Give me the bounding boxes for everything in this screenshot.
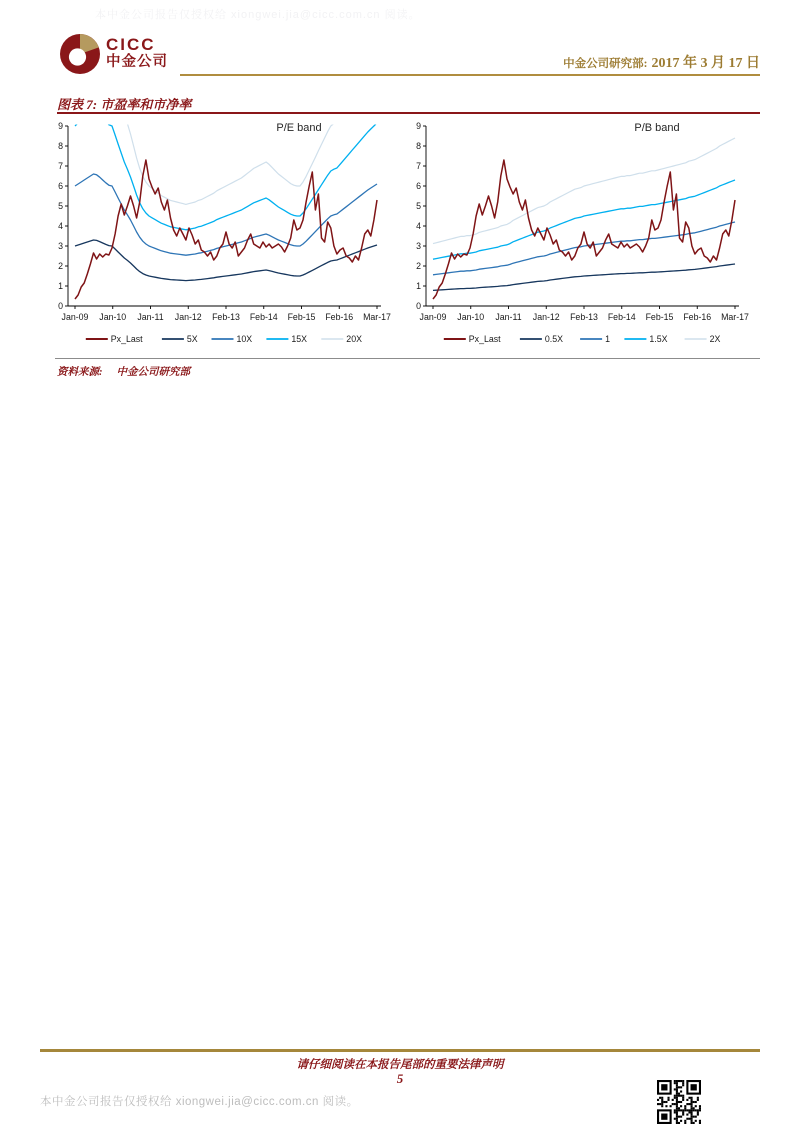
- pe-band-chart: [55, 117, 403, 353]
- svg-text:7: 7: [58, 161, 63, 171]
- svg-text:Jan-09: Jan-09: [419, 312, 447, 322]
- svg-text:Jan-09: Jan-09: [61, 312, 89, 322]
- source-label: 资料来源:: [57, 367, 103, 378]
- footer-divider: [40, 1049, 760, 1052]
- svg-text:P/B band: P/B band: [634, 122, 680, 134]
- svg-text:4: 4: [416, 221, 421, 231]
- svg-text:8: 8: [58, 141, 63, 151]
- pb-band-chart: [413, 117, 761, 353]
- svg-text:Jan-12: Jan-12: [174, 312, 202, 322]
- svg-text:Jan-11: Jan-11: [137, 312, 164, 322]
- svg-text:2: 2: [58, 261, 63, 271]
- svg-text:0: 0: [58, 301, 63, 311]
- svg-text:3: 3: [58, 241, 63, 251]
- source-value: 中金公司研究部: [116, 367, 190, 378]
- svg-text:1: 1: [605, 334, 611, 344]
- svg-text:4: 4: [58, 221, 63, 231]
- legal-disclaimer: 请仔细阅读在本报告尾部的重要法律声明: [296, 1059, 504, 1071]
- svg-text:7: 7: [416, 161, 421, 171]
- svg-text:Feb-14: Feb-14: [607, 312, 636, 322]
- svg-text:0.5X: 0.5X: [544, 334, 564, 344]
- svg-text:Jan-11: Jan-11: [495, 312, 522, 322]
- logo-text-cn: 中金公司: [106, 54, 168, 70]
- svg-text:Feb-15: Feb-15: [645, 312, 674, 322]
- svg-text:2X: 2X: [709, 334, 721, 344]
- svg-text:15X: 15X: [291, 334, 308, 344]
- svg-text:1: 1: [416, 281, 421, 291]
- svg-text:Px_Last: Px_Last: [468, 334, 501, 344]
- svg-text:Mar-17: Mar-17: [363, 312, 391, 322]
- svg-text:9: 9: [416, 121, 421, 131]
- svg-text:Feb-13: Feb-13: [212, 312, 240, 322]
- svg-text:3: 3: [416, 241, 421, 251]
- svg-text:6: 6: [416, 181, 421, 191]
- svg-text:2: 2: [416, 261, 421, 271]
- svg-text:P/E band: P/E band: [276, 122, 322, 134]
- svg-text:10X: 10X: [236, 334, 253, 344]
- svg-text:Px_Last: Px_Last: [110, 334, 143, 344]
- svg-text:Feb-14: Feb-14: [249, 312, 278, 322]
- svg-text:5: 5: [416, 201, 421, 211]
- svg-text:Feb-16: Feb-16: [325, 312, 354, 322]
- svg-text:Feb-16: Feb-16: [683, 312, 712, 322]
- report-date: 2017 年 3 月 17 日: [651, 56, 760, 71]
- figure-title-underline: [57, 112, 760, 114]
- header-meta: [563, 52, 760, 72]
- svg-text:20X: 20X: [346, 334, 362, 344]
- svg-text:Feb-15: Feb-15: [287, 312, 316, 322]
- svg-text:8: 8: [416, 141, 421, 151]
- svg-text:Feb-13: Feb-13: [570, 312, 598, 322]
- header-divider: [180, 74, 760, 76]
- source-note: [57, 364, 190, 379]
- top-watermark: 本中金公司报告仅授权给 xiongwei.jia@cicc.com.cn 阅读。: [95, 9, 421, 21]
- page-number: 5: [396, 1071, 404, 1086]
- qr-code: [657, 1080, 701, 1124]
- logo-text-en: CICC: [106, 35, 156, 54]
- svg-text:Jan-10: Jan-10: [457, 312, 485, 322]
- research-dept-label: 中金公司研究部:: [563, 58, 648, 70]
- figure-title: 图表 7: 市盈率和市净率: [57, 97, 192, 112]
- svg-text:5X: 5X: [186, 334, 198, 344]
- svg-text:1: 1: [58, 281, 63, 291]
- svg-text:Jan-12: Jan-12: [532, 312, 560, 322]
- cicc-logo-icon: [58, 32, 102, 76]
- svg-text:1.5X: 1.5X: [649, 334, 668, 344]
- svg-text:9: 9: [58, 121, 63, 131]
- source-divider: [55, 358, 760, 359]
- logo-text: [106, 36, 168, 70]
- svg-text:Jan-10: Jan-10: [99, 312, 127, 322]
- svg-text:5: 5: [58, 201, 63, 211]
- svg-text:6: 6: [58, 181, 63, 191]
- svg-text:Mar-17: Mar-17: [721, 312, 749, 322]
- authorization-note: 本中金公司报告仅授权给 xiongwei.jia@cicc.com.cn 阅读。: [40, 1096, 359, 1108]
- svg-text:0: 0: [416, 301, 421, 311]
